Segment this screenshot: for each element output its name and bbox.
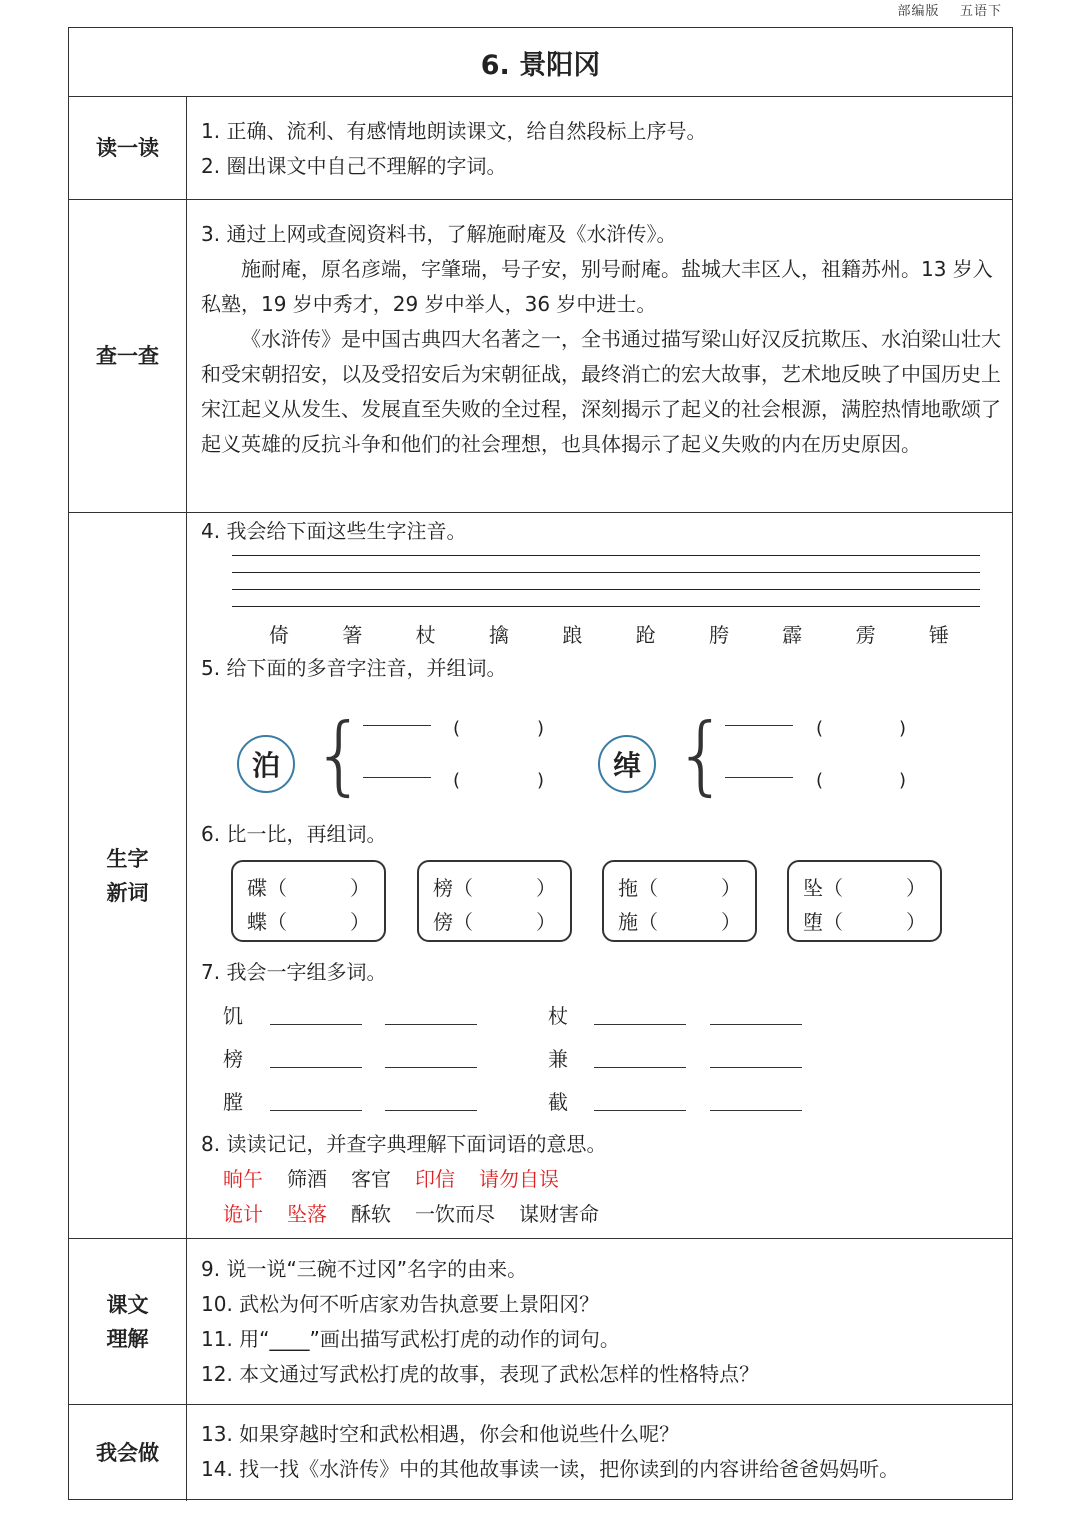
hanzi: 雳 [855, 623, 876, 647]
word: 筛酒 [287, 1167, 327, 1191]
task-item: 11. 用“____”画出描写武松打虎的动作的词句。 [201, 1327, 620, 1351]
edition-label: 部编版 [897, 4, 940, 19]
compare-char: 蝶（ [247, 910, 287, 934]
hanzi: 擒 [488, 623, 509, 647]
word: 一饮而尽 [415, 1202, 495, 1226]
answer-blank[interactable] [363, 777, 431, 778]
base-char: 兼 [548, 1047, 568, 1071]
word: 酥软 [351, 1202, 391, 1226]
base-char: 截 [548, 1090, 568, 1114]
word-red: 坠落 [287, 1202, 327, 1226]
compare-box [417, 860, 572, 942]
base-char: 膛 [223, 1090, 243, 1114]
word-red: 印信 [415, 1167, 455, 1191]
grade-label: 五语下 [959, 4, 1002, 19]
paren-close: ) [537, 718, 545, 739]
label-line: 理解 [106, 1326, 149, 1351]
section-label: 查一查 [69, 200, 187, 512]
task-item: 14. 找一找《水浒传》中的其他故事读一读，把你读到的内容讲给爸爸妈妈听。 [201, 1457, 900, 1481]
answer-blank[interactable] [270, 1024, 362, 1025]
compare-char: 碟（ [247, 876, 287, 900]
paren-close: ） [906, 910, 926, 934]
hanzi: 倚 [269, 623, 289, 647]
pinyin-line [232, 555, 980, 556]
pinyin-line [232, 606, 980, 607]
task-item: 10. 武松为何不听店家劝告执意要上景阳冈？ [201, 1292, 600, 1316]
answer-blank[interactable] [385, 1024, 477, 1025]
task-item: 13. 如果穿越时空和武松相遇，你会和他说些什么呢？ [201, 1422, 680, 1446]
paren-close: ） [536, 876, 556, 900]
brace: { [674, 705, 729, 805]
polyphone-char: 泊 [237, 735, 295, 793]
paren-open: ( [816, 770, 824, 791]
answer-blank[interactable] [710, 1024, 802, 1025]
compare-char: 拖（ [618, 876, 658, 900]
compare-char: 坠（ [803, 876, 843, 900]
hanzi: 箸 [342, 623, 363, 647]
task-item: 6. 比一比，再组词。 [201, 822, 387, 846]
compare-char: 堕（ [803, 910, 843, 934]
hanzi: 踉 [562, 623, 583, 647]
paren-open: ( [816, 718, 824, 739]
section-understand [69, 1238, 1012, 1404]
answer-blank[interactable] [594, 1024, 686, 1025]
task-item: 3. 通过上网或查阅资料书，了解施耐庵及《水浒传》。 [201, 222, 677, 246]
paren-close: ） [536, 910, 556, 934]
word: 谋财害命 [519, 1202, 599, 1226]
word-list [223, 1162, 583, 1197]
brace: { [312, 705, 367, 805]
section-label [69, 1239, 187, 1404]
hanzi: 霹 [782, 623, 803, 647]
answer-blank[interactable] [710, 1110, 802, 1111]
lesson-title: 6. 景阳冈 [480, 49, 601, 81]
word-red: 诡计 [223, 1202, 263, 1226]
answer-blank[interactable] [385, 1110, 477, 1111]
paragraph-book: 《水浒传》是中国古典四大名著之一，全书通过描写梁山好汉反抗欺压、水泊梁山壮大和受宋朝招安，以及受招安后为宋朝征战，最终消亡的宏大故事，艺术地反映了中国历史上宋江起义从发生、发展直至失败的全过程，深刻揭示了起义的社会根源，满腔热情地歌颂了起义英雄的反抗斗争和他们的社会理想，也具体揭示了起义失败的内在历史原因。 [201, 327, 1001, 456]
compare-box [231, 860, 386, 942]
label-line: 新词 [106, 880, 149, 905]
paren-close: ) [899, 718, 907, 739]
paren-open: ( [453, 718, 461, 739]
compare-char: 施（ [618, 910, 658, 934]
label-line: 课文 [106, 1292, 149, 1317]
hanzi: 锤 [928, 623, 949, 647]
paren-open: ( [453, 770, 461, 791]
paren-close: ） [350, 876, 370, 900]
paren-close: ) [899, 770, 907, 791]
word: 客官 [351, 1167, 391, 1191]
paragraph-author: 施耐庵，原名彦端，字肇瑞，号子安，别号耐庵。盐城大丰区人，祖籍苏州。13 岁入私塾，19 岁中秀才，29 岁中举人，36 岁中进士。 [201, 257, 993, 316]
task-item: 7. 我会一字组多词。 [201, 960, 387, 984]
task-item: 8. 读读记记，并查字典理解下面词语的意思。 [201, 1132, 607, 1156]
task-item: 12. 本文通过写武松打虎的故事，表现了武松怎样的性格特点？ [201, 1362, 760, 1386]
section-label: 读一读 [69, 97, 187, 199]
paren-close: ） [721, 876, 741, 900]
section-check [69, 199, 1012, 512]
hanzi: 跄 [635, 623, 656, 647]
word-red: 晌午 [223, 1167, 263, 1191]
pinyin-line [232, 589, 980, 590]
compare-char: 傍（ [433, 910, 473, 934]
compare-char: 榜（ [433, 876, 473, 900]
compare-box [602, 860, 757, 942]
paren-close: ） [906, 876, 926, 900]
section-read [69, 96, 1012, 199]
answer-blank[interactable] [725, 777, 793, 778]
section-vocab [69, 512, 1012, 1238]
answer-blank[interactable] [594, 1110, 686, 1111]
answer-blank[interactable] [385, 1067, 477, 1068]
answer-blank[interactable] [725, 725, 793, 726]
section-label [69, 513, 187, 1238]
section-label: 我会做 [69, 1405, 187, 1501]
section-do [69, 1404, 1012, 1501]
answer-blank[interactable] [270, 1067, 362, 1068]
paren-close: ） [350, 910, 370, 934]
page-header [897, 0, 1002, 19]
word-list [223, 1197, 623, 1232]
word-red: 请勿自误 [479, 1167, 559, 1191]
paren-close: ） [721, 910, 741, 934]
base-char: 杖 [548, 1004, 568, 1028]
hanzi: 胯 [708, 623, 729, 647]
task-item: 9. 说一说“三碗不过冈”名字的由来。 [201, 1257, 528, 1281]
answer-blank[interactable] [710, 1067, 802, 1068]
worksheet-table [68, 27, 1013, 1500]
answer-blank[interactable] [270, 1110, 362, 1111]
task-item: 1. 正确、流利、有感情地朗读课文，给自然段标上序号。 [201, 119, 707, 143]
answer-blank[interactable] [363, 725, 431, 726]
paren-close: ) [537, 770, 545, 791]
base-char: 榜 [223, 1047, 243, 1071]
label-line: 生字 [106, 846, 149, 871]
polyphone-char: 绰 [598, 735, 656, 793]
answer-blank[interactable] [594, 1067, 686, 1068]
task-item: 4. 我会给下面这些生字注音。 [201, 519, 467, 543]
base-char: 饥 [223, 1004, 243, 1028]
compare-box [787, 860, 942, 942]
pinyin-line [232, 572, 980, 573]
hanzi: 杖 [415, 623, 436, 647]
task-item: 2. 圈出课文中自己不理解的字词。 [201, 154, 507, 178]
pinyin-chars [269, 619, 949, 648]
task-item: 5. 给下面的多音字注音，并组词。 [201, 656, 507, 680]
